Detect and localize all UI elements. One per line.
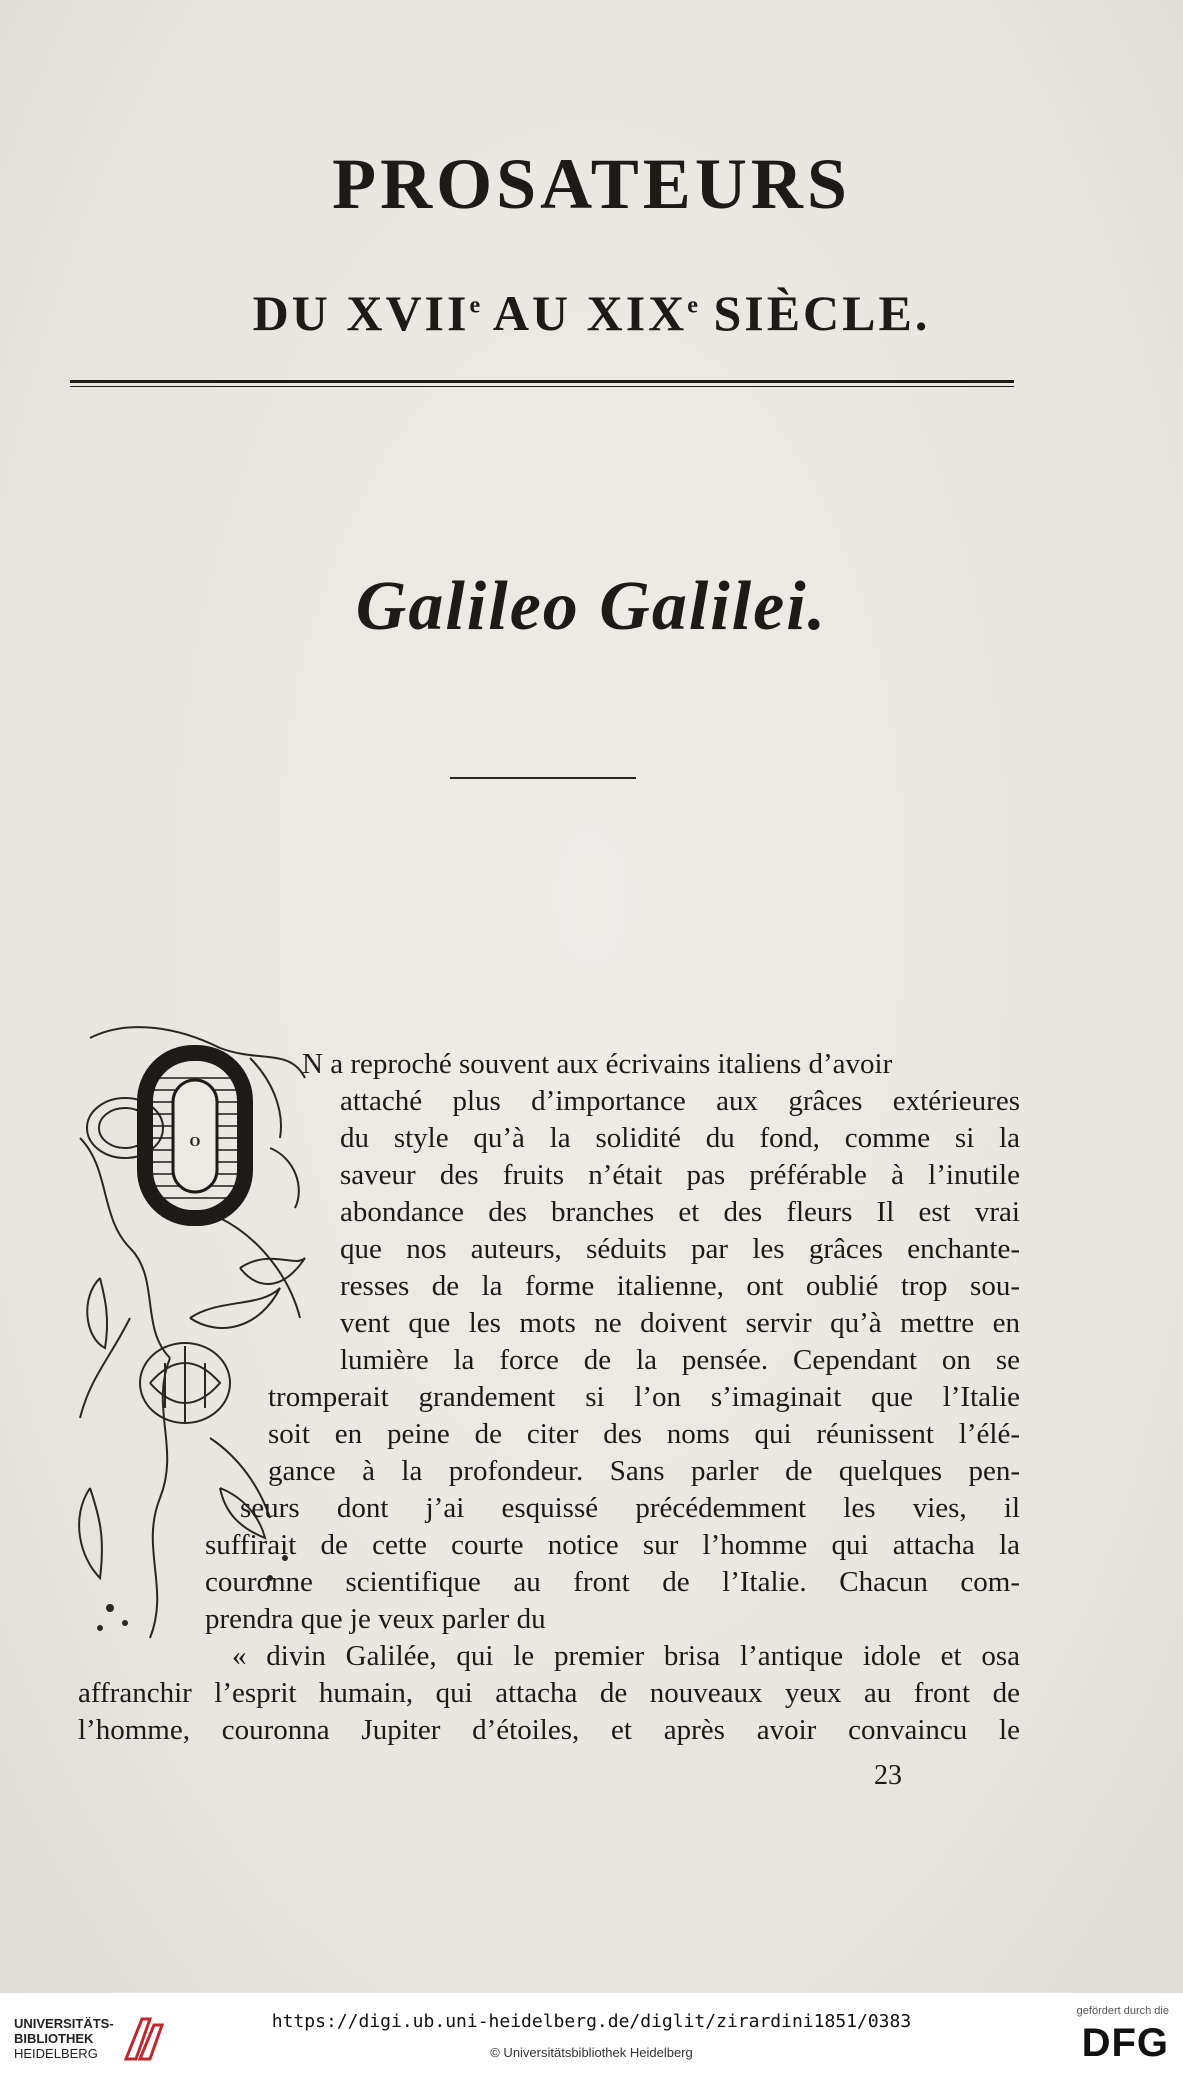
copyright-notice: © Universitätsbibliothek Heidelberg bbox=[490, 2045, 693, 2060]
body-line-17: « divin Galilée, qui le premier brisa l’antique idole et osa bbox=[232, 1640, 1020, 1672]
body-line-3: du style qu’à la solidité du fond, comme si la bbox=[340, 1122, 1020, 1154]
title-rule-thin bbox=[70, 386, 1014, 387]
page-title: PROSATEURS bbox=[332, 144, 851, 224]
body-line-16: prendra que je veux parler du bbox=[205, 1603, 546, 1635]
body-line-1: N a reproché souvent aux écrivains italiens d’avoir bbox=[302, 1048, 893, 1080]
body-line-2: attaché plus d’importance aux grâces extérieures bbox=[340, 1085, 1020, 1117]
body-line-15: couronne scientifique au front de l’Italie. Chacun com- bbox=[205, 1566, 1020, 1598]
body-line-18: affranchir l’esprit humain, qui attacha de nouveaux yeux au front de bbox=[78, 1677, 1020, 1709]
body-line-11: soit en peine de citer des noms qui réunissent l’élé- bbox=[268, 1418, 1020, 1450]
body-line-6: que nos auteurs, séduits par les grâces enchante- bbox=[340, 1233, 1020, 1265]
section-title: Galileo Galilei. bbox=[355, 568, 828, 645]
page-number: 23 bbox=[874, 1760, 902, 1791]
body-line-5: abondance des branches et des fleurs Il est vrai bbox=[340, 1196, 1020, 1228]
body-line-19: l’homme, couronna Jupiter d’étoiles, et après avoir convaincu le bbox=[78, 1714, 1020, 1746]
logo-line-2: BIBLIOTHEK bbox=[14, 2030, 94, 2046]
body-line-9: lumière la force de la pensée. Cependant on se bbox=[340, 1344, 1020, 1376]
dfg-logo[interactable]: DFG bbox=[1081, 2021, 1169, 2065]
viewer-footer bbox=[0, 1993, 1183, 2077]
body-line-10: tromperait grandement si l’on s’imaginait que l’Italie bbox=[268, 1381, 1020, 1413]
section-divider bbox=[450, 777, 636, 779]
page-subtitle: DU XVIIe AU XIXe SIÈCLE. bbox=[252, 285, 931, 341]
title-rule bbox=[70, 380, 1014, 383]
funded-by-label: gefördert durch die bbox=[1076, 2005, 1169, 2017]
body-line-7: resses de la forme italienne, ont oublié trop sou- bbox=[340, 1270, 1020, 1302]
logo-line-1: UNIVERSITÄTS- bbox=[14, 2015, 114, 2031]
logo-line-3: HEIDELBERG bbox=[14, 2045, 98, 2061]
body-line-8: vent que les mots ne doivent servir qu’à mettre en bbox=[340, 1307, 1020, 1339]
body-line-12: gance à la profondeur. Sans parler de quelques pen- bbox=[268, 1455, 1020, 1487]
body-line-13: seurs dont j’ai esquissé précédemment les vies, il bbox=[240, 1492, 1020, 1524]
drop-cap-letter: O bbox=[189, 1135, 201, 1150]
body-line-14: suffirait de cette courte notice sur l’homme qui attacha la bbox=[205, 1529, 1020, 1561]
body-line-4: saveur des fruits n’était pas préférable à l’inutile bbox=[340, 1159, 1020, 1191]
document-url-link[interactable]: https://digi.ub.uni-heidelberg.de/diglit/zirardini1851/0383 bbox=[271, 2011, 912, 2032]
